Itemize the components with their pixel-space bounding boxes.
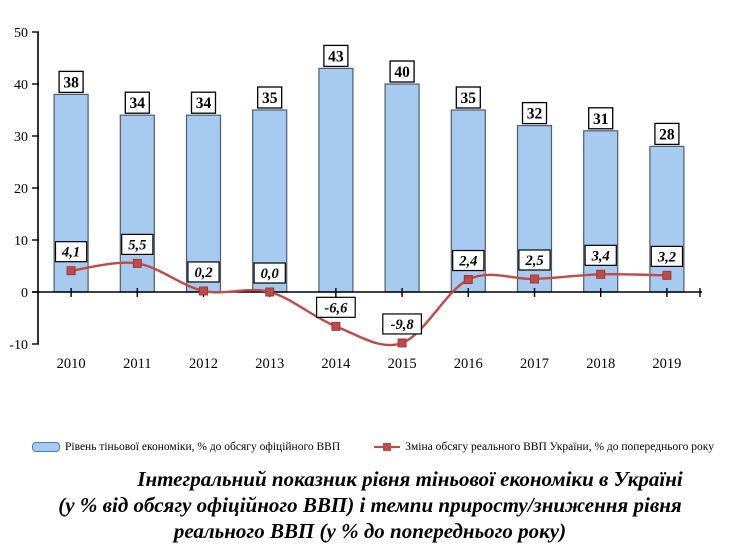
line-value-label: 0,2 [194,264,213,281]
line-value-label: 5,5 [128,237,147,254]
bar-value-label: 35 [261,90,278,107]
line-value-label: 3,4 [591,248,610,265]
x-tick-label-2019: 2019 [652,356,682,372]
caption-line-3: реального ВВП (у % до попереднього року) [173,519,567,543]
bar-2014 [319,68,353,292]
line-swatch-square [383,443,391,451]
x-tick-label-2015: 2015 [387,356,417,372]
legend-item-shadow-economy [32,441,340,453]
line-value-label: 2,5 [525,253,544,269]
x-tick-label-2017: 2017 [520,356,549,372]
x-tick-label-2014: 2014 [321,356,351,372]
line-value-label: 3,2 [657,249,676,266]
y-tick-label: 0 [21,286,28,301]
x-tick-label-2011: 2011 [123,356,152,372]
chart-legend [0,441,740,453]
bar-value-label: 40 [394,64,410,81]
line-marker-2017 [531,275,539,283]
x-tick-label-2016: 2016 [453,356,483,372]
line-value-label: -6,6 [324,300,348,317]
y-tick-label: 10 [14,234,28,249]
line-marker-2013 [266,288,274,296]
bar-value-label: 31 [592,110,609,128]
line-value-label: 0,0 [260,266,279,282]
line-marker-2010 [67,267,75,275]
legend-label-gdp-change: Зміна обсягу реального ВВП України, % до попереднього року [405,441,714,453]
line-marker-2011 [133,259,141,267]
x-tick-label-2018: 2018 [586,356,616,372]
caption-line-1: Інтегральний показник рівня тіньової економіки в Україні [137,467,683,491]
line-marker-2015 [398,339,406,347]
line-marker-2012 [200,287,208,295]
bar-value-label: 32 [526,105,543,123]
line-value-label: -9,8 [390,316,414,333]
bar-2010 [54,94,88,292]
bar-value-label: 35 [460,90,477,107]
bar-series-swatch-icon [32,442,60,452]
bar-2015 [385,84,419,292]
line-series-marker-icon [374,442,400,452]
chart-caption [0,466,740,544]
y-tick-label: 20 [14,182,28,197]
y-tick-label: 30 [14,130,28,145]
x-tick-label-2012: 2012 [189,356,218,372]
line-value-label: 2,4 [459,253,478,270]
bar-value-label: 34 [129,95,146,113]
bar-value-label: 28 [659,126,675,144]
bar-value-label: 34 [195,95,212,113]
bar-value-label: 38 [63,74,79,92]
y-tick-label: 40 [14,78,28,93]
x-tick-label-2013: 2013 [255,356,285,372]
legend-item-gdp-change [374,441,714,453]
caption-line-2: (у % від обсягу офіційного ВВП) і темпи приросту/зниження рівня [58,493,682,517]
line-marker-2019 [663,271,671,279]
y-tick-label: 50 [14,26,28,41]
line-marker-2014 [332,322,340,330]
legend-label-shadow-economy: Рівень тіньової економіки, % до обсягу офіційного ВВП [65,441,341,453]
y-tick-label: -10 [9,338,28,353]
line-marker-2018 [597,270,605,278]
line-marker-2016 [464,276,472,284]
bar-2019 [650,146,684,292]
bar-value-label: 43 [328,48,344,66]
bar-2018 [584,131,618,292]
line-value-label: 4,1 [62,244,81,261]
x-tick-label-2010: 2010 [56,356,86,372]
line-series [71,263,667,345]
